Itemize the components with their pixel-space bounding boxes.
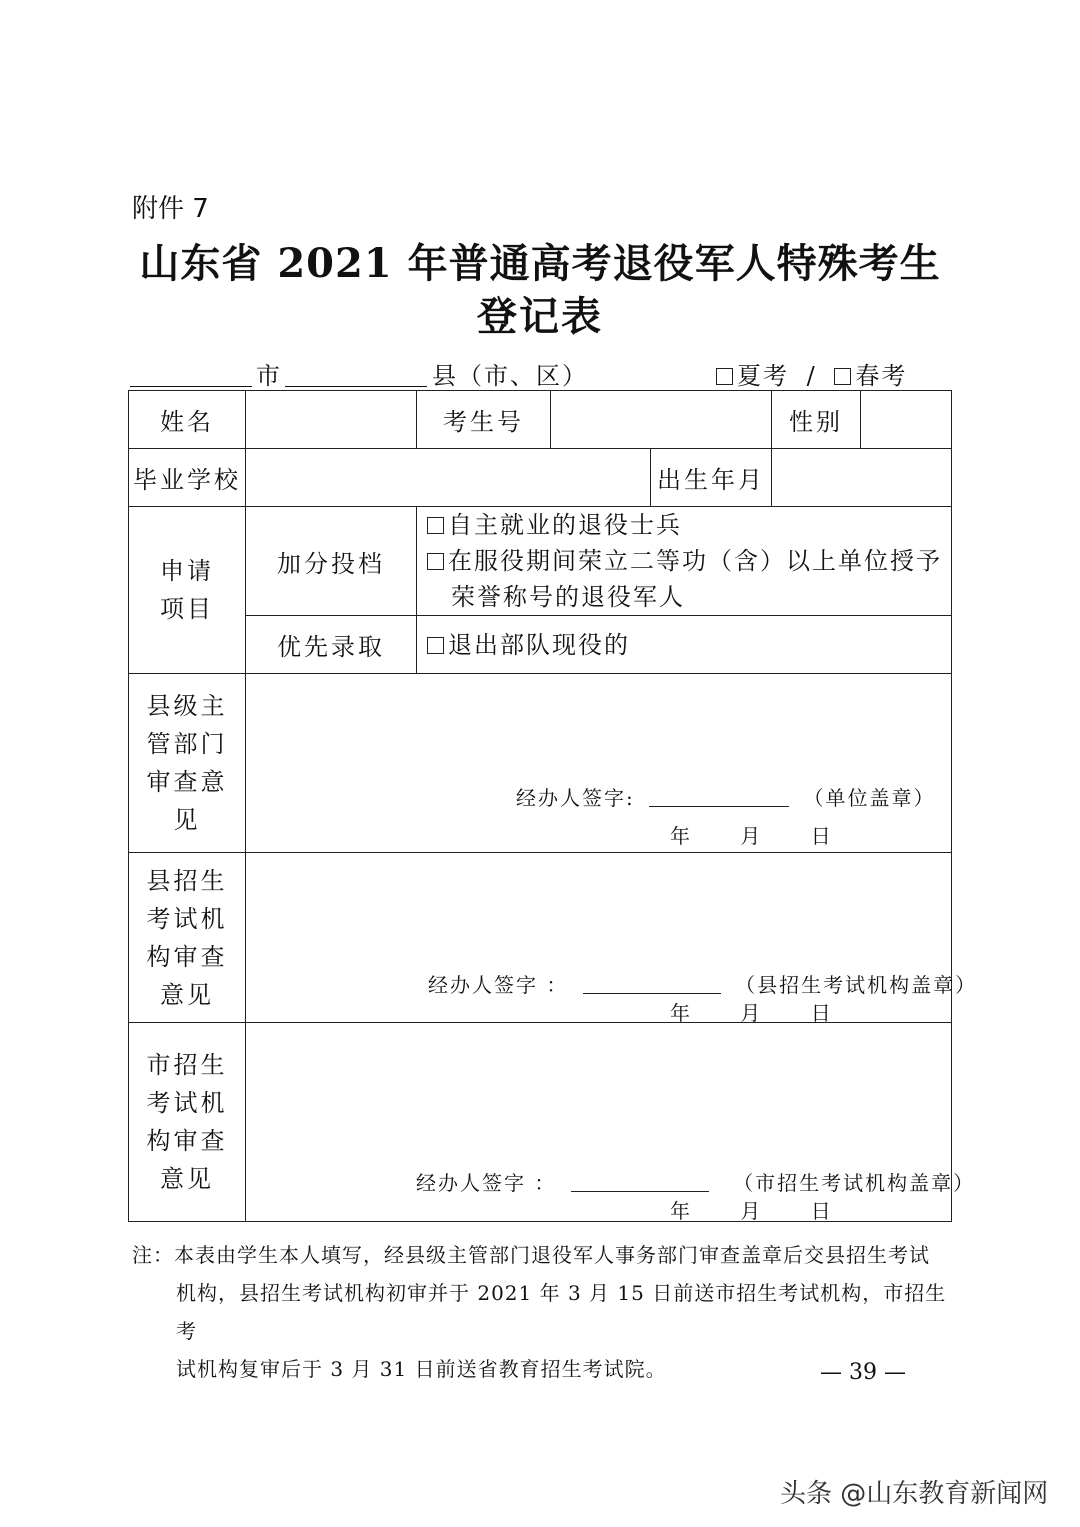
source-watermark: 头条 @山东教育新闻网	[780, 1479, 1049, 1509]
label-line: 构审查	[146, 1127, 228, 1155]
exam-type-separator: /	[806, 362, 817, 390]
stamp-label: （单位盖章）	[803, 786, 936, 810]
county-dept-label	[129, 674, 246, 853]
year-label: 年	[670, 1199, 690, 1223]
spring-checkbox[interactable]	[834, 368, 851, 385]
label-line: 构审查	[146, 942, 228, 971]
label-line: 县招生	[146, 866, 228, 895]
footnote-line: 机构，县招生考试机构初审并于 2021 年 3 月 15 日前送市招生考试机构，市招生考	[176, 1281, 947, 1343]
name-label: 姓名	[129, 391, 246, 449]
label-line: 县级主	[146, 692, 228, 720]
bonus-option-2[interactable]	[427, 543, 951, 579]
county-exam-signature	[428, 969, 977, 998]
attachment-label: 附件 7	[132, 194, 209, 224]
label-line: 意见	[160, 980, 214, 1009]
gender-field[interactable]	[861, 391, 952, 449]
day-label: 日	[810, 824, 831, 848]
gender-label: 性别	[772, 391, 861, 449]
county-dept-signature	[516, 782, 935, 811]
county-exam-opinion[interactable]	[246, 853, 978, 1025]
stamp-label: （市招生考试机构盖章）	[733, 1171, 976, 1195]
checkbox-icon[interactable]	[427, 517, 444, 534]
bonus-options	[417, 507, 952, 616]
signer-label: 经办人签字:	[516, 786, 635, 810]
apply-label-line: 项目	[160, 595, 214, 623]
month-label: 月	[740, 1199, 761, 1223]
signature-line[interactable]	[649, 806, 789, 807]
signature-line[interactable]	[571, 1191, 709, 1192]
label-line: 管部门	[146, 730, 228, 758]
day-label: 日	[810, 1001, 831, 1025]
year-label: 年	[670, 1001, 690, 1025]
label-line: 市招生	[146, 1051, 228, 1079]
page-title: 山东省 2021 年普通高考退役军人特殊考生	[139, 240, 941, 287]
label-line: 考试机	[146, 1089, 228, 1117]
city-exam-opinion[interactable]	[246, 1023, 976, 1223]
year-label: 年	[670, 824, 690, 848]
stamp-label: （县招生考试机构盖章）	[735, 973, 978, 997]
month-label: 月	[740, 824, 761, 848]
signer-label: 经办人签字 ：	[428, 973, 569, 997]
priority-option[interactable]	[417, 616, 952, 674]
county-dept-date	[670, 820, 831, 849]
registration-form	[128, 390, 978, 1223]
signature-line[interactable]	[583, 993, 721, 994]
option-text: 退出部队现役的	[448, 630, 630, 659]
spring-label: 春考	[855, 362, 908, 390]
city-exam-signature	[416, 1167, 975, 1196]
county-dept-opinion[interactable]	[246, 674, 952, 853]
city-blank-line[interactable]	[130, 358, 252, 387]
bonus-option-2-cont: 荣誉称号的退役军人	[451, 583, 685, 611]
label-line: 审查意	[146, 768, 228, 796]
option-text: 在服役期间荣立二等功（含）以上单位授予	[448, 547, 942, 575]
exam-type-choice	[716, 356, 907, 391]
option-text: 自主就业的退役士兵	[448, 511, 682, 539]
checkbox-icon[interactable]	[427, 637, 444, 654]
city-exam-label	[129, 1023, 246, 1222]
priority-label: 优先录取	[246, 616, 417, 674]
summer-label: 夏考	[737, 362, 789, 390]
birth-label: 出生年月	[651, 449, 772, 507]
footnote-line: 注：本表由学生本人填写，经县级主管部门退役军人事务部门审查盖章后交县招生考试	[132, 1243, 930, 1267]
school-label: 毕业学校	[129, 449, 246, 507]
city-exam-date	[670, 1195, 831, 1224]
label-line: 意见	[160, 1165, 214, 1193]
label-line: 见	[173, 806, 201, 834]
footnote-line: 试机构复审后于 3 月 31 日前送省教育招生考试院。	[176, 1357, 667, 1381]
month-label: 月	[740, 1001, 761, 1025]
bonus-label: 加分投档	[246, 507, 417, 616]
summer-checkbox[interactable]	[716, 368, 733, 385]
signer-label: 经办人签字 ：	[416, 1171, 557, 1195]
county-suffix: 县（市、区）	[432, 362, 588, 390]
name-field[interactable]	[246, 391, 417, 449]
county-exam-label	[129, 853, 246, 1023]
bonus-option-1[interactable]	[427, 507, 951, 543]
birth-field[interactable]	[772, 449, 952, 507]
apply-item-label	[129, 507, 246, 674]
checkbox-icon[interactable]	[427, 553, 444, 570]
school-field[interactable]	[246, 449, 651, 507]
label-line: 考试机	[146, 904, 228, 933]
exam-no-field[interactable]	[551, 391, 772, 449]
page-subtitle: 登记表	[477, 293, 603, 340]
apply-label-line: 申请	[160, 557, 214, 585]
city-suffix: 市	[256, 362, 280, 390]
page-number: — 39 —	[820, 1360, 906, 1385]
day-label: 日	[810, 1199, 831, 1223]
county-blank-line[interactable]	[285, 358, 427, 387]
exam-no-label: 考生号	[417, 391, 551, 449]
